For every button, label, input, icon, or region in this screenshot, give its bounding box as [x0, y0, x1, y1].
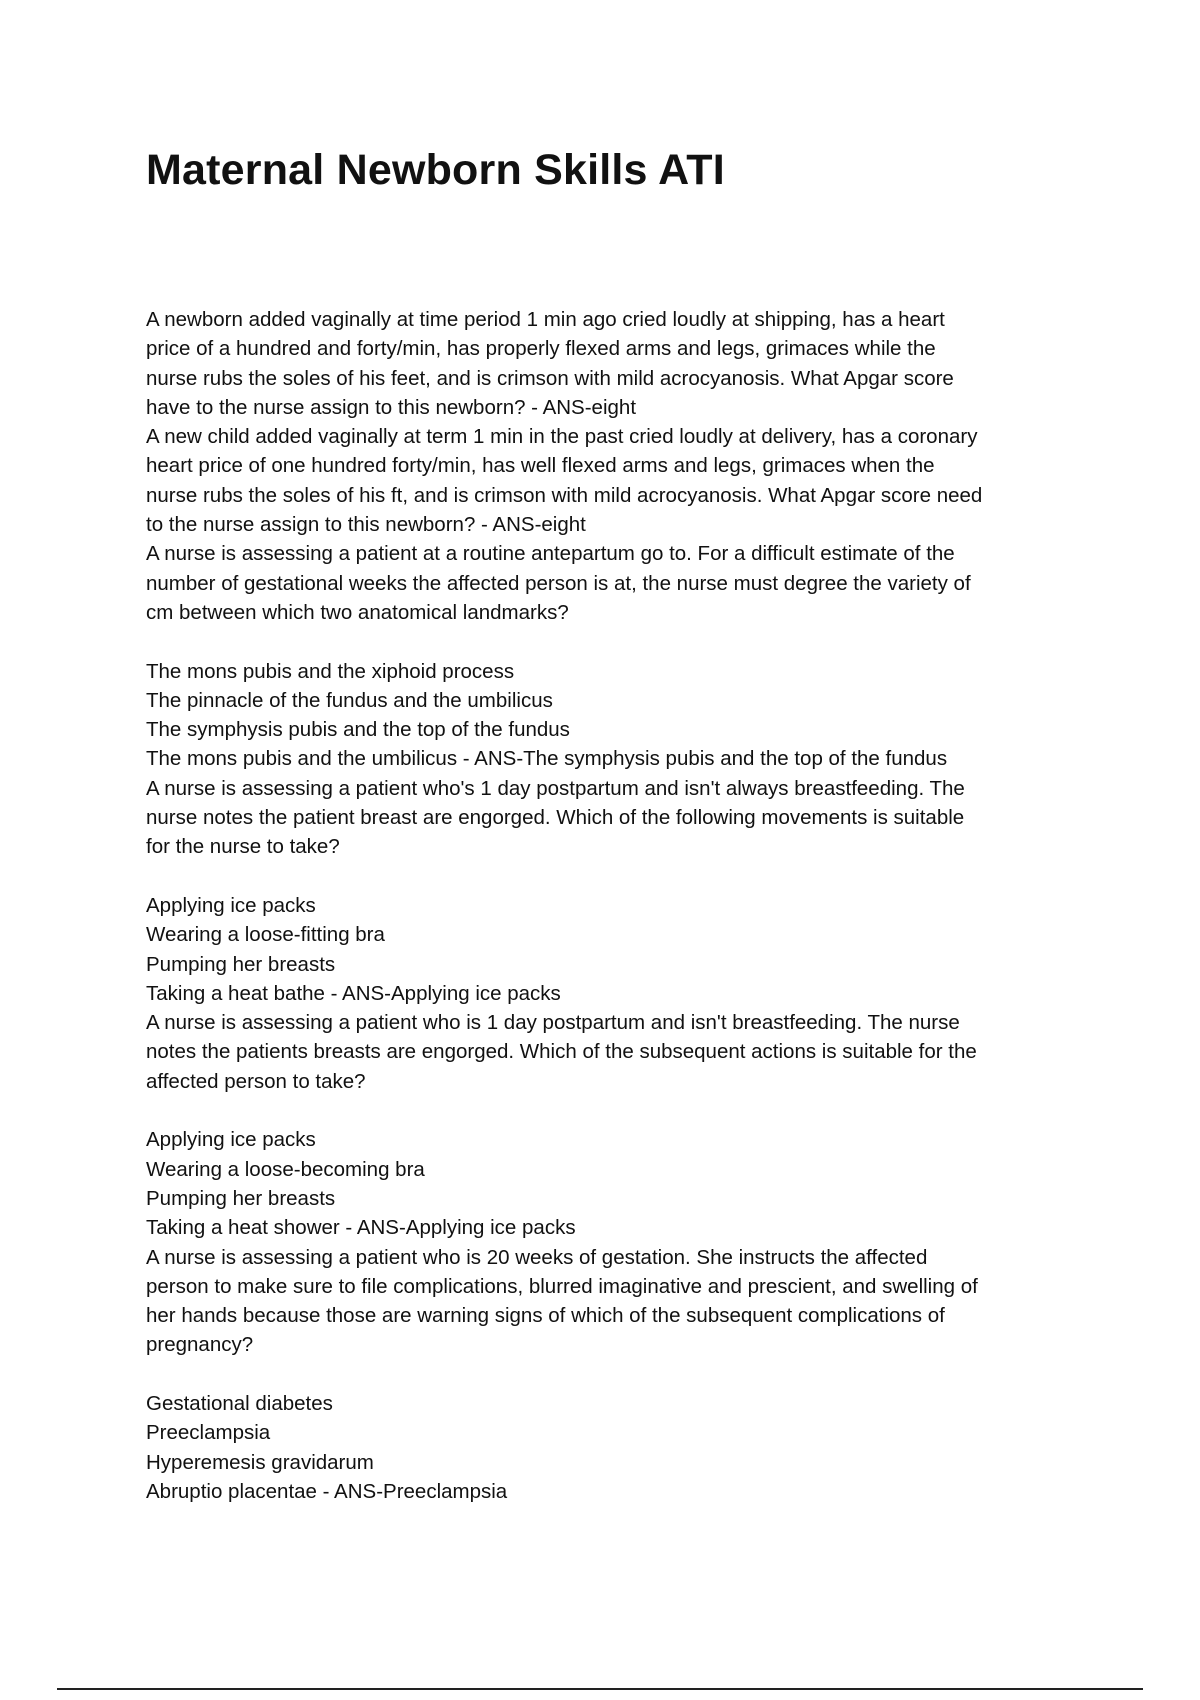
- text-line: A nurse is assessing a patient who's 1 day postpartum and isn't always breastfeeding. The: [146, 776, 965, 800]
- document-body: [146, 305, 1076, 1506]
- text-line: The mons pubis and the umbilicus - ANS-The symphysis pubis and the top of the fundus: [146, 747, 948, 771]
- text-line: Applying ice packs: [146, 1128, 316, 1152]
- text-line: number of gestational weeks the affected person is at, the nurse must degree the variety of: [146, 571, 971, 595]
- text-line: The symphysis pubis and the top of the fundus: [146, 718, 570, 742]
- text-line: A nurse is assessing a patient at a routine antepartum go to. For a difficult estimate of the: [146, 542, 955, 566]
- text-line: have to the nurse assign to this newborn? - ANS-eight: [146, 395, 637, 419]
- text-line: A newborn added vaginally at time period 1 min ago cried loudly at shipping, has a heart: [146, 308, 945, 331]
- paragraph-spacer: [146, 1360, 1076, 1389]
- text-line: cm between which two anatomical landmarks?: [146, 600, 569, 624]
- text-line: Gestational diabetes: [146, 1391, 333, 1415]
- text-line: Abruptio placentae - ANS-Preeclampsia: [146, 1479, 508, 1503]
- text-line: heart price of one hundred forty/min, has well flexed arms and legs, grimaces when the: [146, 454, 935, 478]
- text-line: nurse rubs the soles of his ft, and is crimson with mild acrocyanosis. What Apgar score need: [146, 483, 983, 507]
- text-line: to the nurse assign to this newborn? - ANS-eight: [146, 513, 586, 537]
- text-line: person to make sure to file complications, blurred imaginative and prescient, and swelling of: [146, 1274, 978, 1298]
- paragraph-spacer: [146, 1096, 1076, 1125]
- text-line: A new child added vaginally at term 1 min in the past cried loudly at delivery, has a coronary: [146, 425, 978, 449]
- text-line: for the nurse to take?: [146, 835, 340, 859]
- text-line: Pumping her breasts: [146, 952, 336, 976]
- text-line: price of a hundred and forty/min, has properly flexed arms and legs, grimaces while the: [146, 337, 936, 361]
- text-line: nurse notes the patient breast are engorged. Which of the following movements is suitable: [146, 806, 965, 830]
- text-line: Taking a heat shower - ANS-Applying ice packs: [146, 1216, 576, 1240]
- text-line: Pumping her breasts: [146, 1186, 336, 1210]
- paragraph-spacer: [146, 627, 1076, 656]
- text-line: Hyperemesis gravidarum: [146, 1450, 374, 1474]
- paragraph-spacer: [146, 862, 1076, 891]
- footer-divider: [57, 1688, 1143, 1690]
- text-line: notes the patients breasts are engorged. Which of the subsequent actions is suitable for the: [146, 1040, 977, 1064]
- page-title: Maternal Newborn Skills ATI: [146, 146, 725, 194]
- text-line: nurse rubs the soles of his feet, and is crimson with mild acrocyanosis. What Apgar score: [146, 366, 954, 390]
- text-line: A nurse is assessing a patient who is 20 weeks of gestation. She instructs the affected: [146, 1245, 928, 1269]
- text-line: affected person to take?: [146, 1069, 366, 1093]
- text-line: her hands because those are warning signs of which of the subsequent complications of: [146, 1304, 945, 1328]
- text-line: Applying ice packs: [146, 893, 316, 917]
- text-line: Preeclampsia: [146, 1421, 271, 1445]
- text-line: A nurse is assessing a patient who is 1 day postpartum and isn't breastfeeding. The nurse: [146, 1011, 960, 1035]
- text-line: Wearing a loose-becoming bra: [146, 1157, 425, 1181]
- text-line: The mons pubis and the xiphoid process: [146, 659, 515, 683]
- text-line: Taking a heat bathe - ANS-Applying ice packs: [146, 981, 561, 1005]
- text-line: Wearing a loose-fitting bra: [146, 923, 385, 947]
- text-line: The pinnacle of the fundus and the umbilicus: [146, 688, 553, 712]
- text-line: pregnancy?: [146, 1333, 254, 1357]
